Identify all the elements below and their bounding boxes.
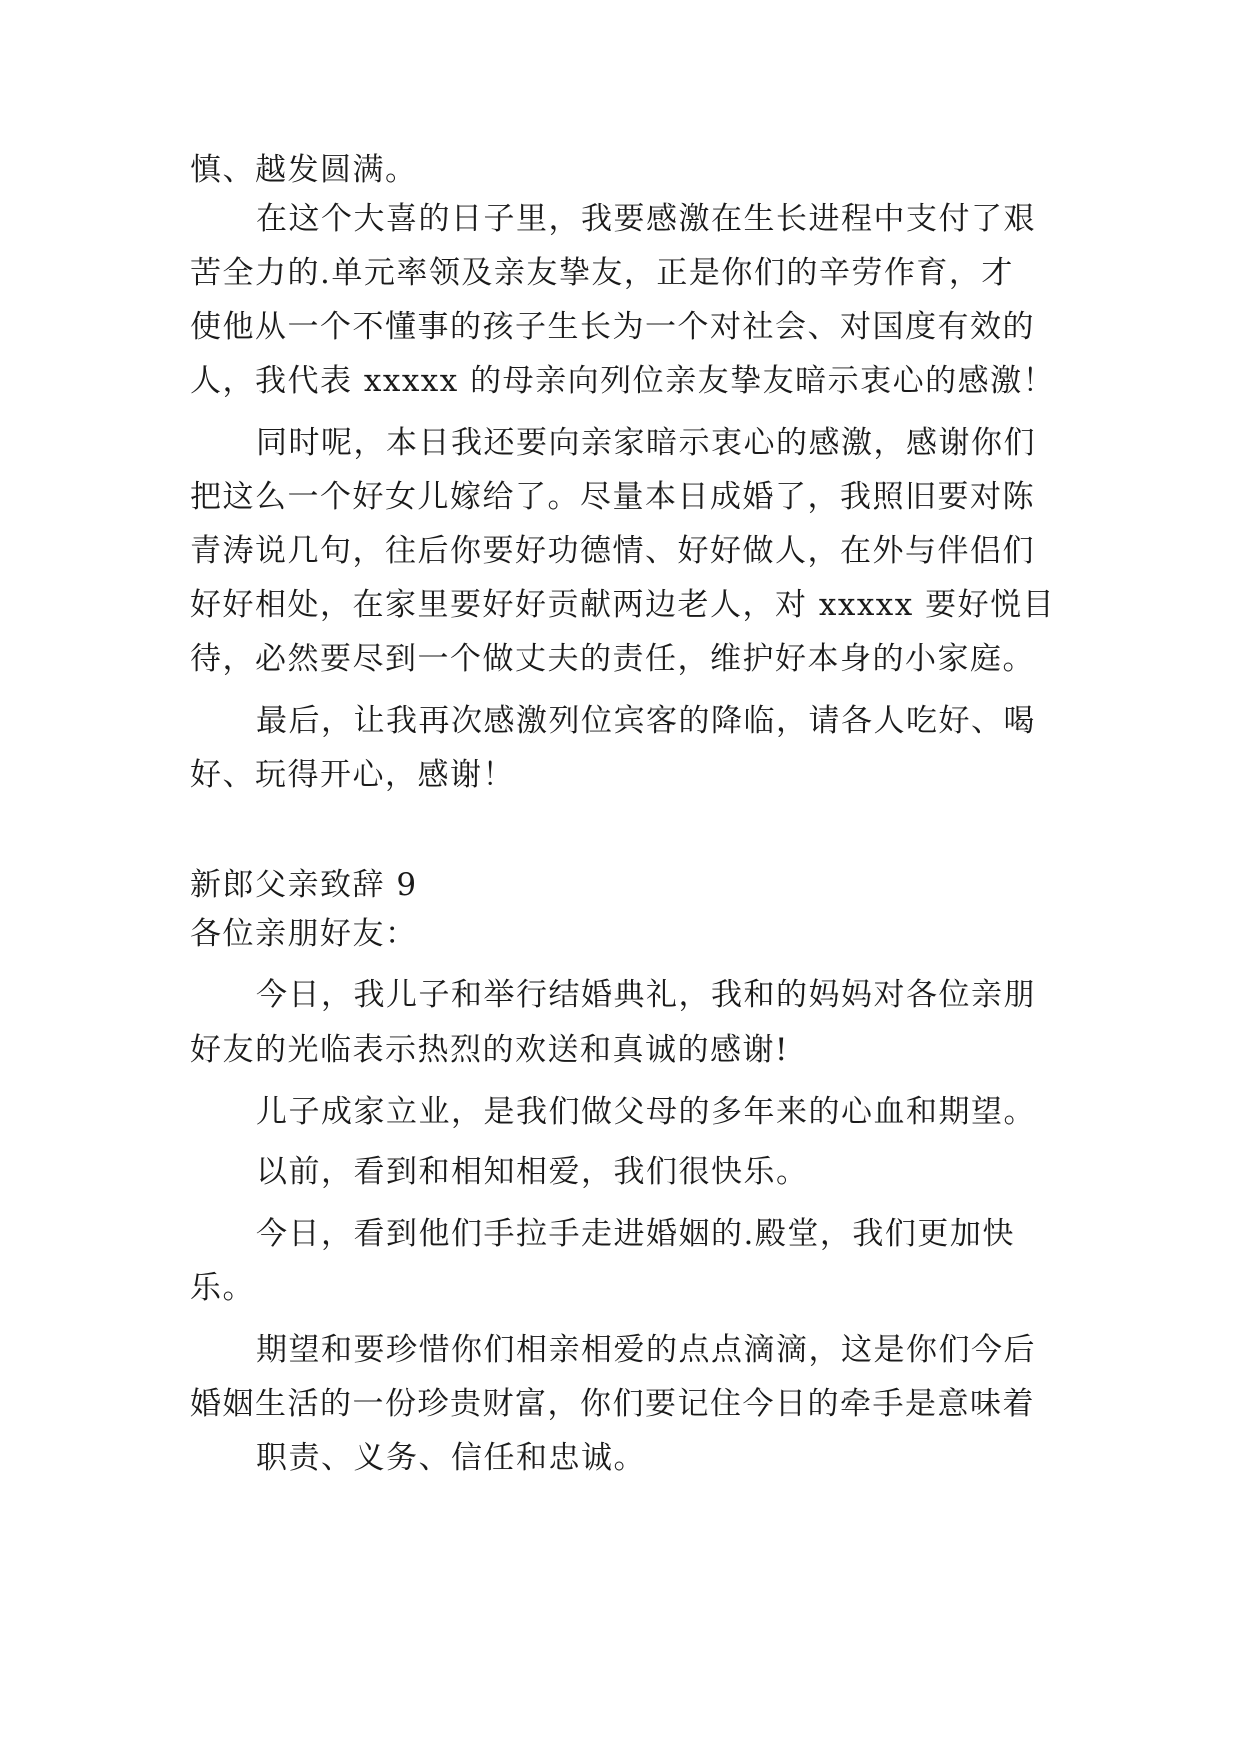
text-line: 把这么一个好女儿嫁给了。尽量本日成婚了，我照旧要对陈 [190,479,1035,515]
paragraph-start-line: 期望和要珍惜你们相亲相爱的点点滴滴，这是你们今后 [256,1332,1036,1368]
text-line: 慎、越发圆满。 [190,152,418,188]
paragraph-start-line: 最后，让我再次感激列位宾客的降临，请各人吃好、喝 [256,703,1036,739]
paragraph-start-line: 以前，看到和相知相爱，我们很快乐。 [256,1154,809,1190]
salutation-line: 各位亲朋好友： [190,916,418,952]
text-line: 使他从一个不懂事的孩子生长为一个对社会、对国度有效的 [190,309,1035,345]
text-line: 待，必然要尽到一个做丈夫的责任，维护好本身的小家庭。 [190,641,1035,677]
text-line: 苦全力的.单元率领及亲友挚友，正是你们的辛劳作育，才 [190,255,1014,291]
paragraph-start-line: 今日，看到他们手拉手走进婚姻的.殿堂，我们更加快 [256,1216,1015,1252]
paragraph-start-line: 同时呢，本日我还要向亲家暗示衷心的感激，感谢你们 [256,425,1036,461]
text-line: 乐。 [190,1270,255,1306]
text-line: 好、玩得开心，感谢！ [190,757,515,793]
text-line: 职责、义务、信任和忠诚。 [256,1440,646,1476]
paragraph-start-line: 儿子成家立业，是我们做父母的多年来的心血和期望。 [256,1094,1036,1130]
text-line: 婚姻生活的一份珍贵财富，你们要记住今日的牵手是意味着 [190,1386,1035,1422]
text-line: 青涛说几句，往后你要好功德情、好好做人，在外与伴侣们 [190,533,1035,569]
text-line: 人，我代表 xxxxx 的母亲向列位亲友挚友暗示衷心的感激！ [190,363,1056,399]
paragraph-start-line: 今日，我儿子和举行结婚典礼，我和的妈妈对各位亲朋 [256,977,1036,1013]
paragraph-start-line: 在这个大喜的日子里，我要感激在生长进程中支付了艰 [256,201,1036,237]
text-line: 好友的光临表示热烈的欢送和真诚的感谢! [190,1032,789,1068]
text-line: 好好相处，在家里要好好贡献两边老人，对 xxxxx 要好悦目 [190,587,1056,623]
section-heading: 新郎父亲致辞 9 [190,867,418,903]
